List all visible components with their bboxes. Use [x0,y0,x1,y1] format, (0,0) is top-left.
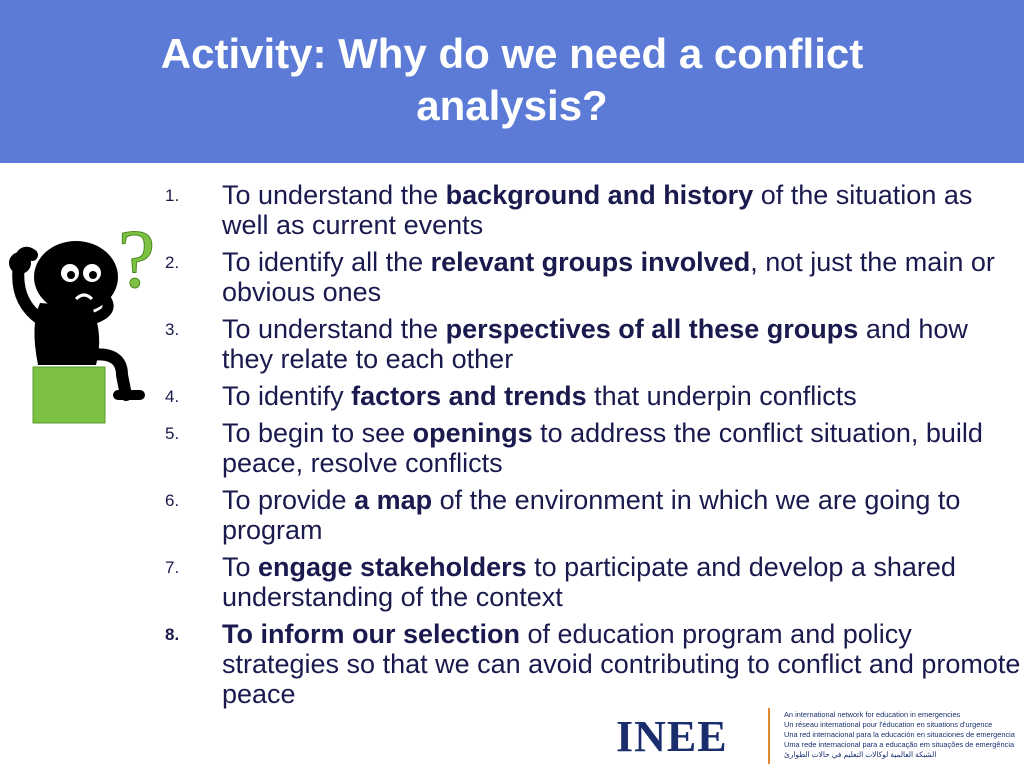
logo-taglines [784,710,1022,760]
list-item [162,381,1022,411]
item-text: To begin to see [222,418,413,448]
item-text: To understand the [222,314,446,344]
seat-block [33,367,105,423]
logo-divider [768,708,770,764]
item-highlight: factors and trends [351,381,587,411]
list-item [162,314,1022,374]
item-text: To provide [222,485,355,515]
item-text: to participate and develop a shared understanding of the context [222,552,956,612]
title-banner [0,0,1024,163]
thinking-person-question-mark-icon [0,215,180,430]
inee-logo [612,706,1022,766]
list-item [162,180,1022,240]
item-number: 5. [165,424,180,443]
item-text: To [222,552,259,582]
logo-tagline: Una red internacional para la educación en situaciones de emergencia [784,730,1015,739]
item-number: 7. [165,558,180,577]
logo-tagline: Uma rede internacional para a educação em situações de emergência [784,740,1015,749]
logo-tagline: Un réseau international pour l'éducation en situations d'urgence [784,720,993,729]
item-text: of the environment in which we are going to program [222,485,961,545]
item-highlight: To inform our selection [222,619,521,649]
item-text: To identify all the [222,247,431,277]
item-text: of education program and policy strategies so that we can avoid contributing to conflict and promote peace [222,619,1021,709]
logo-tagline: الشبكة العالمية لوكالات التعليم في حالات الطوارئ [784,750,937,759]
logo-wordmark: INEE [616,712,728,761]
item-number: 3. [165,320,180,339]
item-highlight: background and history [445,180,754,210]
list-item [162,619,1022,709]
item-text: that underpin conflicts [586,381,857,411]
list-item [162,247,1022,307]
item-text: of the situation as well as current events [222,180,973,240]
item-number: 8. [165,625,180,644]
item-number: 6. [165,491,180,510]
item-number: 2. [165,253,180,272]
item-highlight: perspectives of all these groups [445,314,859,344]
item-highlight: relevant groups involved [430,247,751,277]
objectives-list [162,180,1022,716]
item-highlight: openings [412,418,533,448]
item-text: and how they relate to each other [222,314,968,374]
item-text: To identify [222,381,352,411]
item-text: To understand the [222,180,446,210]
item-text: to address the conflict situation, build peace, resolve conflicts [222,418,983,478]
list-item [162,418,1022,478]
item-number: 1. [165,186,180,205]
item-highlight: a map [354,485,433,515]
item-text: , not just the main or obvious ones [222,247,995,307]
slide-title: Activity: Why do we need a conflict analysis? [160,30,864,129]
item-number: 4. [165,387,180,406]
list-item [162,485,1022,545]
list-item [162,552,1022,612]
logo-tagline: An international network for education in emergencies [784,710,961,719]
question-mark-icon: ? [118,215,156,306]
item-highlight: engage stakeholders [258,552,527,582]
